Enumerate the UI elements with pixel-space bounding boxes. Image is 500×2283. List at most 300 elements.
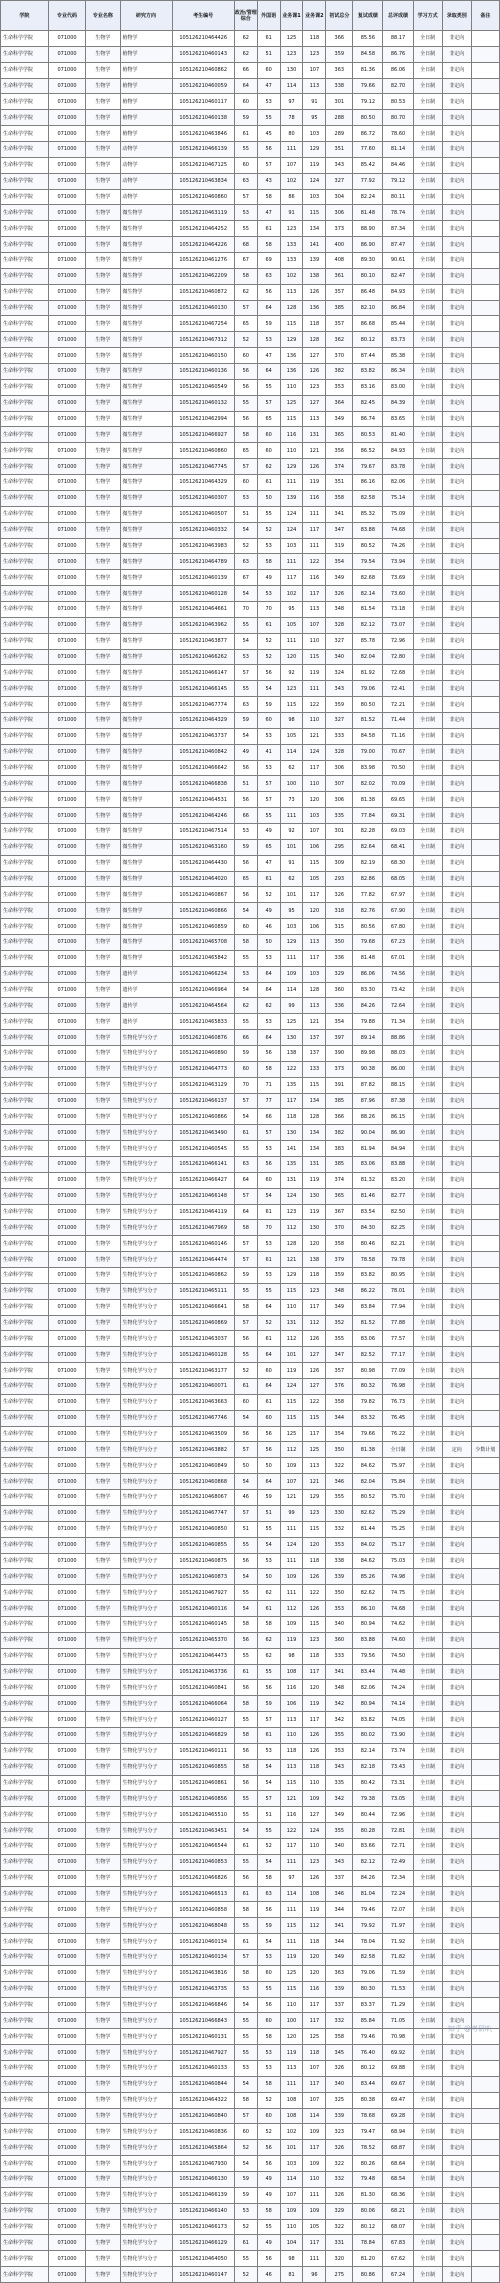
table-cell: 全日制 xyxy=(413,46,442,62)
table-cell: 111 xyxy=(280,475,303,491)
table-cell: 105126210460866 xyxy=(172,903,234,919)
table-cell: 全日制 xyxy=(413,1474,442,1490)
table-cell: 115 xyxy=(280,1981,303,1997)
table-cell: 86.90 xyxy=(353,237,383,253)
table-cell: 105126210468067 xyxy=(172,1490,234,1506)
table-cell: 生物学 xyxy=(86,633,120,649)
table-cell: 071000 xyxy=(48,570,85,586)
table-cell: 生命科学学院 xyxy=(1,2187,49,2203)
table-cell xyxy=(471,1299,499,1315)
table-cell: 071000 xyxy=(48,2061,85,2077)
table-cell: 347 xyxy=(326,1347,353,1363)
table-cell: 生命科学学院 xyxy=(1,1157,49,1173)
table-cell: 105126210466838 xyxy=(172,776,234,792)
table-row xyxy=(1,31,500,47)
table-cell: 105126210462994 xyxy=(172,411,234,427)
table-cell: 70.50 xyxy=(383,760,413,776)
table-row xyxy=(1,1220,500,1236)
table-cell: 071000 xyxy=(48,934,85,950)
table-cell: 67.80 xyxy=(383,919,413,935)
table-cell: 071000 xyxy=(48,1775,85,1791)
table-cell: 367 xyxy=(326,1204,353,1220)
table-cell: 生物化学与分子 xyxy=(120,2267,172,2283)
table-cell: 124 xyxy=(303,1823,326,1839)
table-cell: 105126210460858 xyxy=(172,1902,234,1918)
table-cell: 非定向 xyxy=(442,1363,471,1379)
table-cell: 54 xyxy=(234,2076,257,2092)
table-cell: 105126210460876 xyxy=(172,1030,234,1046)
table-cell: 071000 xyxy=(48,1109,85,1125)
table-row xyxy=(1,601,500,617)
table-cell: 非定向 xyxy=(442,2013,471,2029)
table-cell: 071000 xyxy=(48,348,85,364)
table-cell: 56 xyxy=(257,1997,280,2013)
table-cell: 105126210460890 xyxy=(172,1046,234,1062)
table-cell: 56 xyxy=(257,1442,280,1458)
table-cell: 非定向 xyxy=(442,2267,471,2283)
table-cell: 非定向 xyxy=(442,570,471,586)
table-cell: 115 xyxy=(303,649,326,665)
table-cell: 微生物学 xyxy=(120,633,172,649)
table-cell: 106 xyxy=(303,839,326,855)
table-cell xyxy=(471,1204,499,1220)
table-cell: 66 xyxy=(234,1030,257,1046)
table-cell: 105126210464329 xyxy=(172,712,234,728)
table-cell: 非定向 xyxy=(442,1220,471,1236)
table-cell: 58 xyxy=(234,2092,257,2108)
table-cell: 74.68 xyxy=(383,522,413,538)
table-cell: 105126210464322 xyxy=(172,2092,234,2108)
table-cell: 071000 xyxy=(48,601,85,617)
table-cell: 105126210466148 xyxy=(172,1188,234,1204)
table-cell: 306 xyxy=(326,792,353,808)
table-cell: 73.42 xyxy=(383,982,413,998)
table-row xyxy=(1,1664,500,1680)
table-cell: 生物学 xyxy=(86,1521,120,1537)
table-cell: 植物学 xyxy=(120,46,172,62)
table-cell: 全日制 xyxy=(413,1712,442,1728)
table-cell: 82.76 xyxy=(353,903,383,919)
table-cell xyxy=(471,1394,499,1410)
table-cell: 117 xyxy=(303,1712,326,1728)
table-cell: 生物学 xyxy=(86,1204,120,1220)
table-cell: 111 xyxy=(280,950,303,966)
table-cell: 56 xyxy=(234,379,257,395)
table-cell: 非定向 xyxy=(442,46,471,62)
table-cell: 73.74 xyxy=(383,1743,413,1759)
table-cell: 55 xyxy=(257,1283,280,1299)
table-cell: 微生物学 xyxy=(120,411,172,427)
table-cell: 112 xyxy=(280,1331,303,1347)
table-cell: 105126210464430 xyxy=(172,855,234,871)
table-cell: 329 xyxy=(326,2203,353,2219)
table-cell: 82.58 xyxy=(353,1949,383,1965)
table-cell: 生物学 xyxy=(86,1379,120,1395)
table-cell: 非定向 xyxy=(442,2029,471,2045)
table-cell: 75.09 xyxy=(383,506,413,522)
table-cell: 071000 xyxy=(48,712,85,728)
table-cell: 113 xyxy=(280,1759,303,1775)
table-cell: 071000 xyxy=(48,871,85,887)
table-cell: 非定向 xyxy=(442,237,471,253)
table-cell: 生物学 xyxy=(86,617,120,633)
table-cell: 73 xyxy=(280,792,303,808)
table-cell: 77.09 xyxy=(383,1363,413,1379)
table-cell: 生物学 xyxy=(86,2187,120,2203)
table-cell: 79.46 xyxy=(353,1902,383,1918)
table-cell: 生物学 xyxy=(86,284,120,300)
table-cell: 非定向 xyxy=(442,379,471,395)
table-cell: 非定向 xyxy=(442,681,471,697)
table-row xyxy=(1,427,500,443)
table-cell: 66 xyxy=(234,808,257,824)
table-cell: 80.94 xyxy=(353,1616,383,1632)
table-cell: 52 xyxy=(257,633,280,649)
table-cell: 86.34 xyxy=(383,364,413,380)
table-cell: 全日制 xyxy=(413,1505,442,1521)
table-cell xyxy=(471,586,499,602)
table-cell: 非定向 xyxy=(442,1347,471,1363)
table-cell: 生物化学与分子 xyxy=(120,1283,172,1299)
table-cell: 105126210467747 xyxy=(172,1505,234,1521)
table-cell: 359 xyxy=(326,46,353,62)
table-cell: 105126210460136 xyxy=(172,364,234,380)
table-row xyxy=(1,744,500,760)
table-cell: 71.53 xyxy=(383,1981,413,1997)
table-cell: 生命科学学院 xyxy=(1,2029,49,2045)
table-cell: 生命科学学院 xyxy=(1,1061,49,1077)
table-cell: 071000 xyxy=(48,1030,85,1046)
table-cell: 071000 xyxy=(48,1616,85,1632)
table-cell xyxy=(471,110,499,126)
table-cell: 生物化学与分子 xyxy=(120,1981,172,1997)
table-cell: 生物学 xyxy=(86,1109,120,1125)
table-cell: 全日制 xyxy=(413,1743,442,1759)
table-cell: 生物学 xyxy=(86,1965,120,1981)
table-cell: 生物学 xyxy=(86,2092,120,2108)
table-cell: 生命科学学院 xyxy=(1,855,49,871)
table-row xyxy=(1,157,500,173)
table-cell: 071000 xyxy=(48,1727,85,1743)
table-cell: 52 xyxy=(257,2092,280,2108)
table-row xyxy=(1,1505,500,1521)
table-cell: 非定向 xyxy=(442,1569,471,1585)
table-cell: 植物学 xyxy=(120,110,172,126)
table-cell: 107 xyxy=(303,617,326,633)
table-cell: 微生物学 xyxy=(120,332,172,348)
table-cell: 370 xyxy=(326,348,353,364)
table-row xyxy=(1,2029,500,2045)
table-row xyxy=(1,1093,500,1109)
table-row xyxy=(1,712,500,728)
table-cell: 84.94 xyxy=(383,1141,413,1157)
table-cell: 86.22 xyxy=(353,1283,383,1299)
table-cell: 105126210464473 xyxy=(172,1648,234,1664)
table-cell: 57 xyxy=(257,1125,280,1141)
table-cell: 98 xyxy=(280,2251,303,2267)
table-cell: 全日制 xyxy=(413,157,442,173)
table-cell: 82.02 xyxy=(353,776,383,792)
table-cell: 73.60 xyxy=(383,586,413,602)
table-cell: 生物学 xyxy=(86,2108,120,2124)
table-cell: 生物学 xyxy=(86,586,120,602)
table-cell: 340 xyxy=(326,1616,353,1632)
table-cell: 130 xyxy=(303,1220,326,1236)
table-cell: 80.98 xyxy=(353,1363,383,1379)
table-cell: 生物学 xyxy=(86,1315,120,1331)
table-cell: 生物学 xyxy=(86,94,120,110)
table-cell: 82.62 xyxy=(353,1505,383,1521)
table-cell: 071000 xyxy=(48,237,85,253)
table-cell: 118 xyxy=(303,1934,326,1950)
table-cell: 071000 xyxy=(48,2108,85,2124)
table-cell xyxy=(471,189,499,205)
table-cell: 105126210460146 xyxy=(172,1236,234,1252)
table-cell: 79.06 xyxy=(353,1965,383,1981)
table-cell: 105126210460850 xyxy=(172,1521,234,1537)
table-cell: 58 xyxy=(257,554,280,570)
table-cell: 326 xyxy=(326,586,353,602)
table-cell xyxy=(471,205,499,221)
table-cell: 071000 xyxy=(48,744,85,760)
table-cell: 生物化学与分子 xyxy=(120,1537,172,1553)
table-cell: 071000 xyxy=(48,1410,85,1426)
table-cell: 84.30 xyxy=(353,1220,383,1236)
table-cell: 生物学 xyxy=(86,1141,120,1157)
table-cell: 79.12 xyxy=(353,94,383,110)
table-cell: 43 xyxy=(257,173,280,189)
table-cell: 071000 xyxy=(48,586,85,602)
table-cell: 56 xyxy=(257,142,280,158)
table-cell: 53 xyxy=(257,760,280,776)
table-row xyxy=(1,1141,500,1157)
table-cell: 071000 xyxy=(48,1537,85,1553)
table-cell: 85.42 xyxy=(353,157,383,173)
table-cell: 120 xyxy=(303,792,326,808)
table-cell: 全日制 xyxy=(413,62,442,78)
table-cell: 87.96 xyxy=(353,1093,383,1109)
table-cell: 生命科学学院 xyxy=(1,1141,49,1157)
table-cell: 64 xyxy=(257,364,280,380)
table-cell: 生物化学与分子 xyxy=(120,2061,172,2077)
table-cell: 121 xyxy=(303,728,326,744)
table-cell: 105126210463490 xyxy=(172,1125,234,1141)
table-cell: 123 xyxy=(303,379,326,395)
table-cell: 86.76 xyxy=(383,46,413,62)
column-header: 研究方向 xyxy=(120,1,172,31)
table-cell: 115 xyxy=(280,1283,303,1299)
table-cell: 生物学 xyxy=(86,903,120,919)
table-cell: 071000 xyxy=(48,792,85,808)
table-cell: 108 xyxy=(303,1886,326,1902)
table-cell: 生命科学学院 xyxy=(1,94,49,110)
table-cell: 生命科学学院 xyxy=(1,1934,49,1950)
table-cell: 071000 xyxy=(48,62,85,78)
table-cell: 全日制 xyxy=(413,903,442,919)
table-cell: 76.73 xyxy=(383,1394,413,1410)
table-cell: 全日制 xyxy=(413,1394,442,1410)
table-cell: 生命科学学院 xyxy=(1,649,49,665)
table-cell: 343 xyxy=(326,157,353,173)
table-cell: 105126210460307 xyxy=(172,490,234,506)
table-cell xyxy=(471,665,499,681)
table-cell: 58 xyxy=(257,1616,280,1632)
table-cell: 105126210460549 xyxy=(172,379,234,395)
table-cell xyxy=(471,221,499,237)
table-cell: 生命科学学院 xyxy=(1,221,49,237)
table-cell: 45 xyxy=(257,126,280,142)
table-cell: 非定向 xyxy=(442,1125,471,1141)
table-cell: 75.97 xyxy=(383,1458,413,1474)
table-cell: 88.03 xyxy=(383,1046,413,1062)
table-cell: 61 xyxy=(257,1331,280,1347)
table-cell: 105126210460867 xyxy=(172,887,234,903)
table-cell: 58 xyxy=(257,189,280,205)
table-cell xyxy=(471,475,499,491)
table-cell: 105126210463451 xyxy=(172,1823,234,1839)
table-cell: 生物化学与分子 xyxy=(120,1616,172,1632)
table-cell: 67 xyxy=(234,253,257,269)
table-cell: 生命科学学院 xyxy=(1,570,49,586)
table-cell: 生物学 xyxy=(86,1410,120,1426)
table-cell: 61 xyxy=(234,2235,257,2251)
table-cell: 72.07 xyxy=(383,1902,413,1918)
table-cell: 66 xyxy=(234,62,257,78)
table-cell: 非定向 xyxy=(442,1727,471,1743)
table-cell: 54 xyxy=(257,1934,280,1950)
table-cell xyxy=(471,871,499,887)
table-cell xyxy=(471,2092,499,2108)
table-cell: 全日制 xyxy=(413,1680,442,1696)
table-cell: 115 xyxy=(280,1394,303,1410)
table-cell: 328 xyxy=(326,744,353,760)
table-cell: 非定向 xyxy=(442,2076,471,2092)
table-row xyxy=(1,142,500,158)
table-cell: 生物学 xyxy=(86,1157,120,1173)
table-cell xyxy=(471,1014,499,1030)
table-cell: 生物化学与分子 xyxy=(120,2045,172,2061)
table-cell: 生命科学学院 xyxy=(1,2203,49,2219)
table-cell: 95 xyxy=(303,110,326,126)
table-cell: 生命科学学院 xyxy=(1,2108,49,2124)
table-cell: 全日制 xyxy=(413,1902,442,1918)
table-cell: 127 xyxy=(303,1347,326,1363)
table-cell: 生物学 xyxy=(86,1949,120,1965)
table-cell: 119 xyxy=(303,1696,326,1712)
table-cell: 361 xyxy=(326,268,353,284)
table-cell: 生命科学学院 xyxy=(1,1109,49,1125)
table-cell: 348 xyxy=(326,601,353,617)
table-cell: 80.70 xyxy=(383,110,413,126)
table-row xyxy=(1,2061,500,2077)
table-cell: 126 xyxy=(303,1331,326,1347)
table-cell: 107 xyxy=(303,2092,326,2108)
table-cell: 生物学 xyxy=(86,1426,120,1442)
table-cell: 071000 xyxy=(48,1902,85,1918)
table-cell: 071000 xyxy=(48,2203,85,2219)
table-cell: 生命科学学院 xyxy=(1,601,49,617)
table-cell: 69.47 xyxy=(383,2092,413,2108)
table-cell: 82.77 xyxy=(383,1188,413,1204)
table-cell xyxy=(471,78,499,94)
table-cell: 61 xyxy=(234,1125,257,1141)
table-cell: 61 xyxy=(257,1601,280,1617)
table-cell: 358 xyxy=(326,1236,353,1252)
table-cell: 350 xyxy=(326,934,353,950)
table-cell: 136 xyxy=(280,364,303,380)
table-cell: 333 xyxy=(326,728,353,744)
table-cell: 119 xyxy=(303,1172,326,1188)
table-cell: 071000 xyxy=(48,1838,85,1854)
table-cell: 55 xyxy=(257,2219,280,2235)
table-cell: 111 xyxy=(280,1902,303,1918)
table-cell: 微生物学 xyxy=(120,253,172,269)
table-row xyxy=(1,966,500,982)
table-row xyxy=(1,1490,500,1506)
table-cell: 58 xyxy=(257,237,280,253)
table-cell: 72.49 xyxy=(383,1854,413,1870)
table-cell: 生物化学与分子 xyxy=(120,1077,172,1093)
table-cell: 358 xyxy=(326,1394,353,1410)
table-cell: 生物化学与分子 xyxy=(120,1141,172,1157)
table-cell: 生命科学学院 xyxy=(1,348,49,364)
table-cell: 60 xyxy=(257,443,280,459)
table-cell: 61 xyxy=(234,1934,257,1950)
table-cell: 071000 xyxy=(48,1791,85,1807)
table-cell: 373 xyxy=(326,221,353,237)
table-cell: 定向 xyxy=(442,1442,471,1458)
table-cell: 127 xyxy=(303,1807,326,1823)
table-cell: 73.94 xyxy=(383,554,413,570)
table-row xyxy=(1,1252,500,1268)
table-cell xyxy=(471,554,499,570)
table-cell: 071000 xyxy=(48,1981,85,1997)
table-cell: 微生物学 xyxy=(120,760,172,776)
table-cell: 非定向 xyxy=(442,332,471,348)
table-cell xyxy=(471,31,499,47)
table-cell: 非定向 xyxy=(442,110,471,126)
table-cell: 生物学 xyxy=(86,1585,120,1601)
table-cell: 生物学 xyxy=(86,2203,120,2219)
table-cell: 非定向 xyxy=(442,1648,471,1664)
table-cell: 生物学 xyxy=(86,1743,120,1759)
table-cell: 全日制 xyxy=(413,237,442,253)
table-cell: 74.14 xyxy=(383,1696,413,1712)
table-cell: 95 xyxy=(280,601,303,617)
table-cell: 全日制 xyxy=(413,1601,442,1617)
table-cell xyxy=(471,1093,499,1109)
table-cell: 全日制 xyxy=(413,1791,442,1807)
table-cell: 83.20 xyxy=(383,1172,413,1188)
table-cell: 109 xyxy=(280,966,303,982)
table-cell: 88.15 xyxy=(383,1077,413,1093)
table-cell: 75.03 xyxy=(383,1553,413,1569)
table-cell: 071000 xyxy=(48,284,85,300)
table-cell: 非定向 xyxy=(442,1823,471,1839)
table-cell: 105126210460071 xyxy=(172,1379,234,1395)
table-cell: 115 xyxy=(303,1616,326,1632)
table-cell: 全日制 xyxy=(413,2092,442,2108)
table-cell: 118 xyxy=(303,316,326,332)
table-cell: 071000 xyxy=(48,1141,85,1157)
table-cell: 103 xyxy=(280,2156,303,2172)
table-cell: 生物学 xyxy=(86,1474,120,1490)
table-cell: 74.68 xyxy=(383,1601,413,1617)
table-cell: 71.97 xyxy=(383,1918,413,1934)
table-row xyxy=(1,950,500,966)
table-cell: 82.50 xyxy=(383,1204,413,1220)
table-cell: 90.61 xyxy=(383,253,413,269)
